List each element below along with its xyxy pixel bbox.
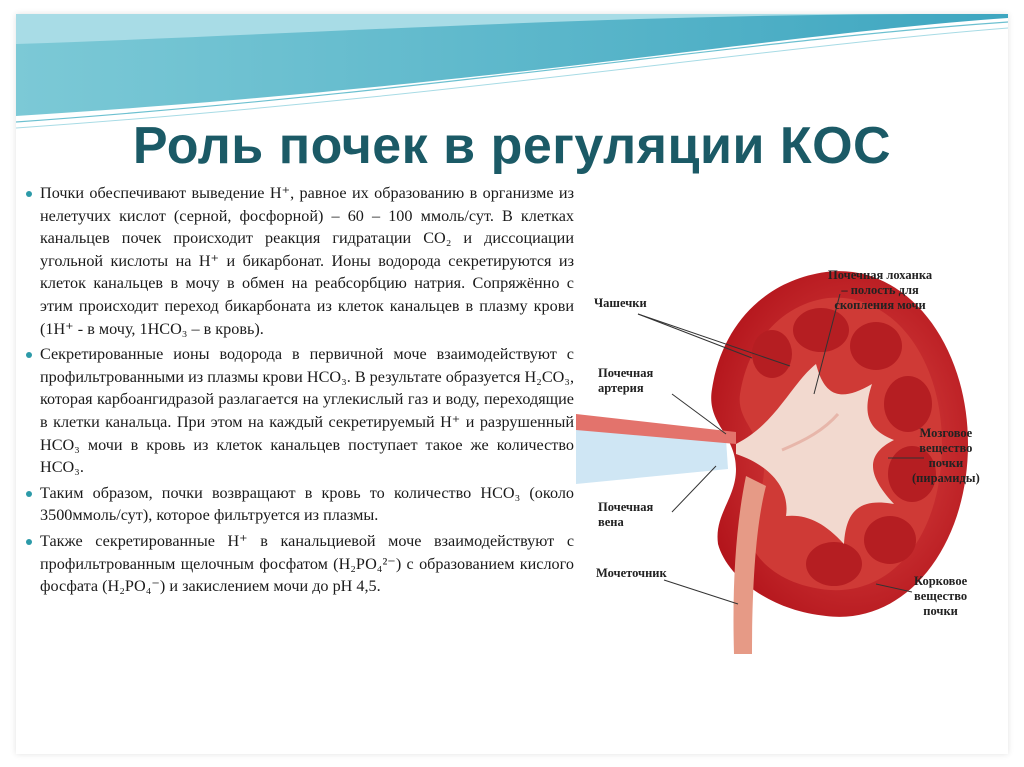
kidney-diagram <box>576 254 996 654</box>
label-cortex: Корковое вещество почки <box>914 574 968 618</box>
bullet-paragraph: Почки обеспечивают выведение Н⁺, равное их образованию в организме из нелетучих кислот (серной, фосфорной) – 60 – 100 ммоль/сут. В клетках канальцев почек происходит реакция гидратации СО₂ и диссоциации угольной кислоты на Н⁺ и бикарбонат. Ионы водорода секретируются из клеток канальцев в мочу в обмен на реабсорбцию натрия. Сопряжённо с этим происходит переход бикарбоната из клеток канальцев в плазму крови (1Н⁺ - в мочу, 1НСО₃ – в кровь). <box>26 182 574 340</box>
label-ureter: Мочеточник <box>596 566 667 580</box>
label-medulla: Мозговое вещество почки (пирамиды) <box>912 426 980 485</box>
label-renal-vein: Почечная вена <box>598 500 654 529</box>
label-calyces: Чашечки <box>594 296 647 310</box>
bullet-paragraph: Таким образом, почки возвращают в кровь то количество НСО₃ (около 3500ммоль/сут), которое фильтруется из плазмы. <box>26 482 574 527</box>
text-content <box>26 182 574 601</box>
bullet-list <box>26 182 574 598</box>
label-renal-artery: Почечная артерия <box>598 366 654 395</box>
label-renal-pelvis: Почечная лоханка – полость для скопления мочи <box>828 268 933 312</box>
slide <box>16 14 1008 754</box>
bullet-paragraph: Секретированные ионы водорода в первичной моче взаимодействуют с профильтрованными из плазмы крови НСО₃. В результате образуется Н₂СО₃, которая карбоангидразой разлагается на углекислый газ и воду, переходящие в клетки канальца. При этом на каждый секретируемый Н⁺ и разрушенный НСО₃ мочи в кровь из клеток канальцев поступает такое же количество НСО₃. <box>26 343 574 479</box>
slide-title: Роль почек в регуляции КОС <box>132 117 892 175</box>
bullet-paragraph: Также секретированные Н⁺ в канальциевой моче взаимодействуют с профильтрованным щелочным фосфатом (Н₂РО₄²⁻) с образованием кислого фосфата (Н₂РО₄⁻) и закислением мочи до рН 4,5. <box>26 530 574 598</box>
